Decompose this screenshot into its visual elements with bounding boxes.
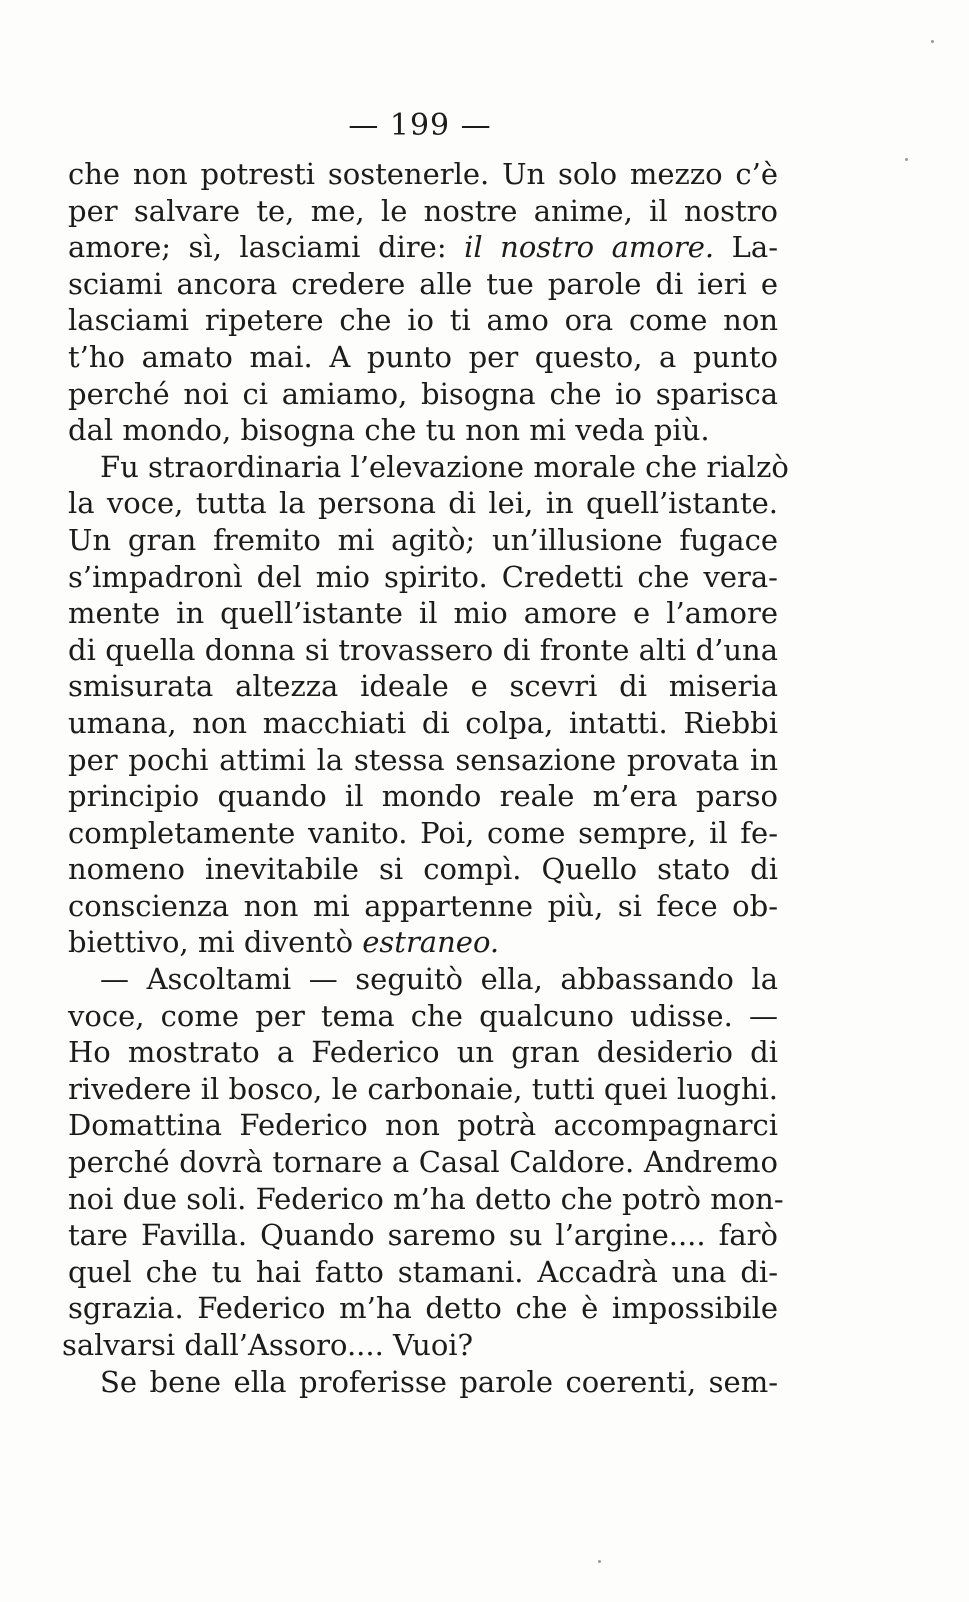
italic-phrase: estraneo. xyxy=(362,925,500,960)
text-line xyxy=(68,1181,784,1218)
text-run: voce, come per tema che qualcuno udisse. — xyxy=(68,998,778,1033)
text-run: dal mondo, bisogna che tu non mi veda più. xyxy=(68,413,710,448)
text-line xyxy=(68,924,778,961)
text-line xyxy=(68,559,778,596)
paper-speck xyxy=(931,40,934,43)
text-line xyxy=(68,1364,778,1401)
text-line xyxy=(68,778,778,815)
text-line xyxy=(68,632,778,669)
text-run: Fu straordinaria l’elevazione morale che rialzò xyxy=(100,449,789,484)
text-line xyxy=(68,742,778,779)
text-line xyxy=(68,595,778,632)
text-line xyxy=(62,1327,778,1364)
text-line xyxy=(68,376,778,413)
body-text xyxy=(62,156,789,1400)
text-line xyxy=(68,1290,778,1327)
page-number: — 199 — xyxy=(348,108,492,143)
text-run: sgrazia. Federico m’ha detto che è impossibile xyxy=(68,1291,778,1326)
text-line xyxy=(68,1071,778,1108)
text-run: completamente vanito. Poi, come sempre, il fe- xyxy=(68,815,778,850)
text-run: Domattina Federico non potrà accompagnarci xyxy=(68,1108,778,1143)
text-line xyxy=(68,888,778,925)
text-line xyxy=(68,412,778,449)
text-run: amore; sì, lasciami dire: xyxy=(68,230,465,265)
text-run: quel che tu hai fatto stamani. Accadrà una di- xyxy=(68,1254,778,1289)
text-run: Se bene ella proferisse parole coerenti, sem- xyxy=(100,1364,778,1399)
text-run: perché dovrà tornare a Casal Caldore. Andremo xyxy=(68,1145,778,1180)
text-line xyxy=(68,449,789,486)
text-run: che non potresti sostenerle. Un solo mezzo c’è xyxy=(68,157,778,191)
paper-speck xyxy=(905,158,908,161)
text-line xyxy=(68,485,778,522)
text-line xyxy=(68,705,778,742)
text-run: smisurata altezza ideale e scevri di miseria xyxy=(68,669,778,704)
text-line xyxy=(68,266,778,303)
text-run: sciami ancora credere alle tue parole di ieri e xyxy=(68,266,778,301)
italic-phrase: il nostro amore. xyxy=(464,230,715,265)
text-run: umana, non macchiati di colpa, intatti. Riebbi xyxy=(68,705,778,740)
text-run: per pochi attimi la stessa sensazione provata in xyxy=(68,742,778,777)
text-line xyxy=(68,815,778,852)
text-run: rivedere il bosco, le carbonaie, tutti quei luoghi. xyxy=(68,1071,778,1106)
text-line xyxy=(68,668,778,705)
text-run: salvarsi dall’Assoro.... Vuoi? xyxy=(62,1328,474,1362)
text-run: Ho mostrato a Federico un gran desiderio di xyxy=(68,1035,778,1070)
text-line xyxy=(68,339,778,376)
text-line xyxy=(68,302,778,339)
text-run: noi due soli. Federico m’ha detto che potrò mon- xyxy=(68,1181,784,1216)
text-line xyxy=(68,998,778,1035)
text-line xyxy=(68,961,778,998)
text-run: t’ho amato mai. A punto per questo, a punto xyxy=(68,339,778,374)
text-line xyxy=(68,1254,778,1291)
text-line xyxy=(68,156,778,193)
text-run: lasciami ripetere che io ti amo ora come non xyxy=(68,303,778,338)
text-line xyxy=(68,1217,778,1254)
text-run: conscienza non mi appartenne più, si fece ob- xyxy=(68,888,778,923)
text-run: tare Favilla. Quando saremo su l’argine.... farò xyxy=(68,1218,778,1253)
text-line xyxy=(68,851,778,888)
text-run: La- xyxy=(714,230,778,265)
text-run: Un gran fremito mi agitò; un’illusione fugace xyxy=(68,522,778,557)
text-run: — Ascoltami — seguitò ella, abbassando la xyxy=(100,962,778,997)
text-line xyxy=(68,1034,778,1071)
text-run: per salvare te, me, le nostre anime, il nostro xyxy=(68,193,778,228)
text-line xyxy=(68,1144,778,1181)
text-run: mente in quell’istante il mio amore e l’amore xyxy=(68,596,778,631)
text-line xyxy=(68,1107,778,1144)
text-run: la voce, tutta la persona di lei, in quell’istante. xyxy=(68,486,778,521)
text-line xyxy=(68,193,778,230)
text-run: perché noi ci amiamo, bisogna che io sparisca xyxy=(68,376,778,411)
text-run: di quella donna si trovassero di fronte alti d’una xyxy=(68,632,778,667)
text-run: s’impadronì del mio spirito. Credetti che vera- xyxy=(68,559,778,594)
text-line xyxy=(68,229,778,266)
text-line xyxy=(68,522,778,559)
text-run: nomeno inevitabile si compì. Quello stato di xyxy=(68,852,778,887)
paper-speck xyxy=(598,1560,601,1563)
text-run: principio quando il mondo reale m’era parso xyxy=(68,779,778,814)
text-run: biettivo, mi diventò xyxy=(68,925,363,960)
